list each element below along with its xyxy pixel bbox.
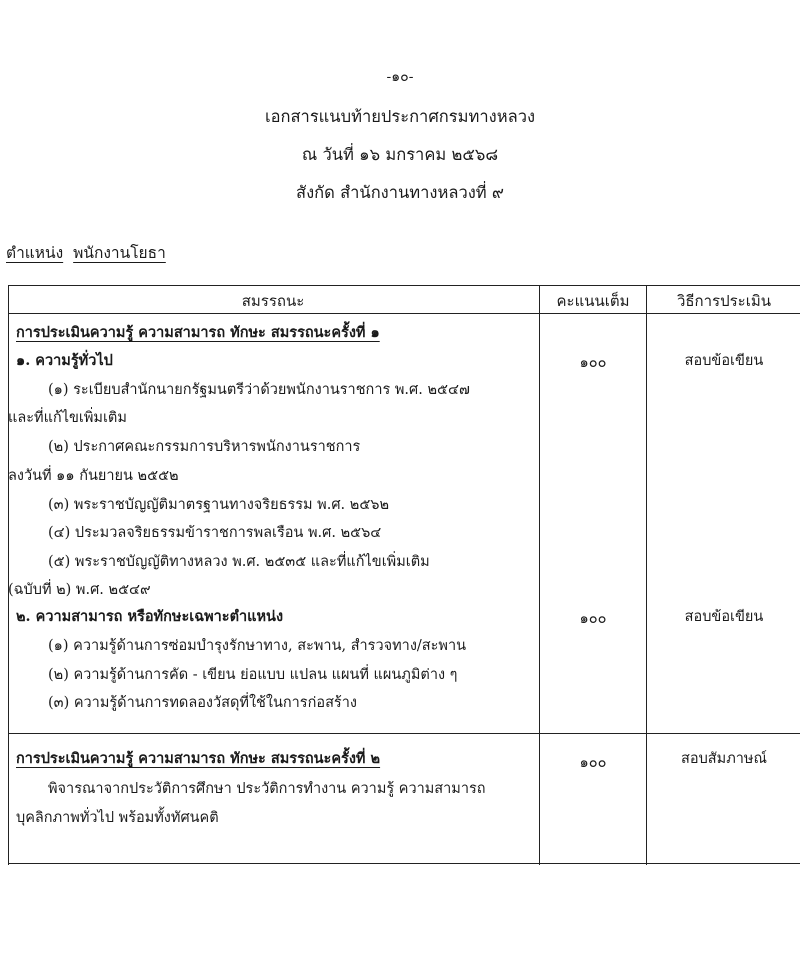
group1-item: (๔) ประมวลจริยธรรมข้าราชการพลเรือน พ.ศ. ๒๕๖๔ — [48, 525, 382, 541]
table-column-divider-2 — [646, 285, 647, 865]
section2-method: สอบสัมภาษณ์ — [681, 751, 767, 767]
header-method: วิธีการประเมิน — [676, 292, 772, 310]
group1-item: และที่แก้ไขเพิ่มเติม — [8, 410, 127, 426]
section2-score: ๑๐๐ — [579, 755, 607, 771]
section2-title: การประเมินความรู้ ความสามารถ ทักษะ สมรรถนะครั้งที่ ๒ — [16, 750, 381, 767]
header-competency: สมรรถนะ — [241, 292, 305, 310]
group1-item: ลงวันที่ ๑๑ กันยายน ๒๕๕๒ — [8, 468, 179, 484]
competency-table — [8, 285, 800, 865]
group1-item: (๒) ประกาศคณะกรรมการบริหารพนักงานราชการ — [48, 439, 361, 455]
agency-line: สังกัด สำนักงานทางหลวงที่ ๙ — [296, 183, 504, 202]
group1-item: (๓) พระราชบัญญัติมาตรฐานทางจริยธรรม พ.ศ. ๒๕๖๒ — [48, 497, 390, 513]
section2-line: บุคลิกภาพทั่วไป พร้อมทั้งทัศนคติ — [16, 810, 219, 826]
group1-title: ๑. ความรู้ทั่วไป — [16, 352, 113, 369]
table-border-left — [8, 285, 9, 865]
table-border-top — [8, 285, 800, 286]
group1-item: (๕) พระราชบัญญัติทางหลวง พ.ศ. ๒๕๓๕ และที่แก้ไขเพิ่มเติม — [48, 554, 430, 570]
table-column-divider-1 — [539, 285, 540, 865]
header-full-score: คะแนนเต็ม — [556, 292, 630, 310]
group1-score: ๑๐๐ — [579, 355, 607, 371]
document-title: เอกสารแนบท้ายประกาศกรมทางหลวง — [264, 107, 536, 126]
group1-item: (ฉบับที่ ๒) พ.ศ. ๒๕๔๙ — [8, 582, 151, 598]
group2-item: (๑) ความรู้ด้านการซ่อมบำรุงรักษาทาง, สะพาน, สำรวจทาง/สะพาน — [48, 638, 467, 654]
table-header-divider — [8, 313, 800, 314]
position-value: พนักงานโยธา — [73, 244, 166, 262]
group2-item: (๒) ความรู้ด้านการคัด - เขียน ย่อแบบ แปลน แผนที่ แผนภูมิต่าง ๆ — [48, 667, 458, 683]
group1-method: สอบข้อเขียน — [684, 353, 764, 369]
section1-title: การประเมินความรู้ ความสามารถ ทักษะ สมรรถนะครั้งที่ ๑ — [16, 324, 380, 341]
group1-item: (๑) ระเบียบสำนักนายกรัฐมนตรีว่าด้วยพนักงานราชการ พ.ศ. ๒๕๔๗ — [48, 382, 470, 398]
section2-line: พิจารณาจากประวัติการศึกษา ประวัติการทำงาน ความรู้ ความสามารถ — [48, 781, 486, 797]
position-line — [6, 240, 166, 265]
announcement-date: ณ วันที่ ๑๖ มกราคม ๒๕๖๘ — [301, 145, 499, 164]
group2-title: ๒. ความสามารถ หรือทักษะเฉพาะตำแหน่ง — [16, 608, 284, 625]
page-number: -๑๐- — [386, 69, 414, 85]
table-section-divider — [8, 733, 800, 734]
group2-score: ๑๐๐ — [579, 611, 607, 627]
group2-method: สอบข้อเขียน — [684, 609, 764, 625]
group2-item: (๓) ความรู้ด้านการทดลองวัสดุที่ใช้ในการก่อสร้าง — [48, 695, 357, 711]
table-border-bottom — [8, 863, 800, 864]
position-label: ตำแหน่ง — [6, 244, 64, 262]
